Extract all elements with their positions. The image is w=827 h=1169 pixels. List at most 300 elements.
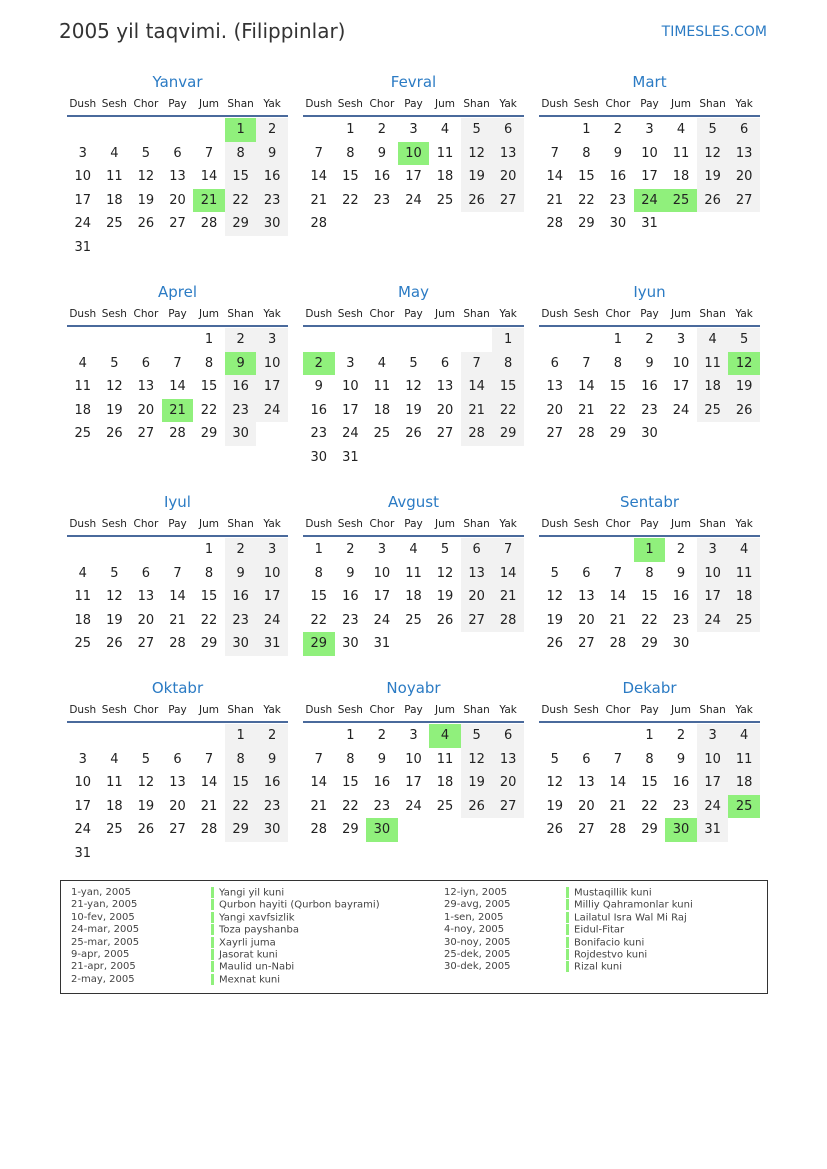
day-cell[interactable]: 4 (78, 355, 87, 371)
day-cell[interactable]: 26 (137, 216, 155, 231)
day-cell[interactable]: 11 (436, 145, 454, 161)
day-cell[interactable]: 5 (550, 565, 559, 581)
day-cell[interactable]: 30 (225, 632, 257, 656)
day-cell[interactable]: 13 (461, 562, 493, 586)
day-cell[interactable]: 9 (676, 751, 686, 767)
day-cell[interactable]: 1 (492, 328, 524, 352)
day-cell[interactable]: 17 (74, 192, 92, 208)
day-cell[interactable]: 13 (546, 379, 564, 394)
day-cell[interactable]: 20 (578, 798, 595, 814)
day-cell[interactable]: 22 (578, 192, 595, 208)
day-cell[interactable]: 16 (373, 169, 391, 184)
day-cell[interactable]: 16 (256, 771, 288, 795)
day-cell[interactable]: 15 (225, 771, 257, 795)
day-cell[interactable]: 5 (110, 355, 119, 371)
day-cell[interactable]: 1 (346, 122, 355, 137)
day-cell[interactable]: 11 (728, 562, 760, 586)
day-cell[interactable]: 23 (256, 795, 288, 819)
day-cell[interactable]: 9 (377, 145, 387, 161)
day-cell[interactable]: 18 (697, 375, 729, 399)
day-cell[interactable]: 9 (377, 751, 387, 767)
day-cell[interactable]: 7 (613, 751, 623, 767)
day-cell[interactable]: 12 (546, 775, 564, 790)
day-cell[interactable]: 8 (492, 352, 524, 376)
day-cell[interactable]: 29 (225, 818, 257, 842)
day-cell[interactable]: 7 (314, 145, 323, 161)
day-cell[interactable]: 27 (137, 426, 155, 441)
day-cell[interactable]: 4 (409, 542, 418, 557)
day-cell[interactable]: 17 (74, 798, 92, 814)
day-cell[interactable]: 17 (256, 375, 288, 399)
day-cell[interactable]: 20 (137, 612, 155, 628)
day-cell[interactable]: 2 (256, 118, 288, 142)
day-cell[interactable]: 9 (645, 355, 654, 371)
day-cell[interactable]: 12 (436, 565, 454, 581)
day-cell[interactable]: 27 (169, 216, 186, 231)
day-cell[interactable]: 10 (256, 562, 288, 586)
day-cell[interactable]: 2 (346, 542, 355, 557)
day-cell[interactable]: 19 (728, 375, 760, 399)
day-cell[interactable]: 14 (609, 589, 627, 604)
day-cell[interactable]: 12 (137, 169, 155, 184)
day-cell[interactable]: 15 (342, 169, 359, 184)
day-cell[interactable]: 6 (141, 565, 151, 581)
day-cell[interactable]: 2 (377, 728, 387, 743)
day-cell[interactable]: 23 (225, 399, 257, 423)
day-cell[interactable]: 7 (550, 145, 559, 161)
day-cell[interactable]: 28 (609, 822, 627, 837)
day-cell[interactable]: 28 (461, 422, 493, 446)
day-cell[interactable]: 25 (728, 609, 760, 633)
day-cell[interactable]: 13 (169, 775, 186, 790)
day-cell[interactable]: 23 (609, 192, 627, 208)
day-cell[interactable]: 14 (200, 775, 218, 790)
day-cell[interactable]: 16 (342, 589, 359, 604)
day-cell[interactable]: 5 (697, 118, 729, 142)
day-cell[interactable]: 8 (204, 355, 214, 371)
day-cell[interactable]: 8 (225, 142, 257, 166)
day-cell[interactable]: 13 (578, 589, 595, 604)
day-cell[interactable]: 23 (310, 426, 328, 441)
day-cell[interactable]: 27 (578, 636, 595, 651)
day-cell[interactable]: 19 (137, 798, 155, 814)
day-cell[interactable]: 9 (256, 142, 288, 166)
holiday-day-cell[interactable]: 10 (398, 142, 430, 166)
day-cell[interactable]: 11 (373, 379, 391, 394)
day-cell[interactable]: 26 (106, 426, 123, 441)
day-cell[interactable]: 16 (256, 165, 288, 189)
day-cell[interactable]: 16 (672, 775, 690, 790)
day-cell[interactable]: 11 (74, 379, 92, 394)
day-cell[interactable]: 14 (578, 379, 595, 394)
day-cell[interactable]: 8 (346, 751, 355, 767)
day-cell[interactable]: 23 (256, 189, 288, 213)
day-cell[interactable]: 5 (461, 118, 493, 142)
day-cell[interactable]: 3 (697, 538, 729, 562)
day-cell[interactable]: 27 (436, 426, 454, 441)
day-cell[interactable]: 6 (173, 751, 182, 767)
day-cell[interactable]: 9 (256, 748, 288, 772)
holiday-day-cell[interactable]: 30 (366, 818, 398, 842)
day-cell[interactable]: 18 (728, 771, 760, 795)
day-cell[interactable]: 10 (697, 562, 729, 586)
day-cell[interactable]: 12 (461, 748, 493, 772)
holiday-day-cell[interactable]: 2 (303, 352, 335, 376)
day-cell[interactable]: 4 (728, 538, 760, 562)
day-cell[interactable]: 18 (74, 402, 92, 418)
day-cell[interactable]: 20 (137, 402, 155, 418)
day-cell[interactable]: 27 (578, 822, 595, 837)
day-cell[interactable]: 17 (342, 402, 359, 418)
day-cell[interactable]: 25 (405, 612, 422, 628)
holiday-day-cell[interactable]: 1 (225, 118, 257, 142)
day-cell[interactable]: 7 (461, 352, 493, 376)
day-cell[interactable]: 7 (204, 145, 214, 161)
day-cell[interactable]: 4 (110, 751, 119, 767)
day-cell[interactable]: 1 (204, 542, 214, 557)
holiday-day-cell[interactable]: 21 (193, 189, 225, 213)
day-cell[interactable]: 4 (676, 122, 686, 137)
day-cell[interactable]: 6 (492, 724, 524, 748)
day-cell[interactable]: 18 (436, 169, 454, 184)
day-cell[interactable]: 27 (492, 795, 524, 819)
day-cell[interactable]: 2 (676, 542, 686, 557)
brand-link[interactable]: TIMESLES.COM (661, 24, 767, 40)
day-cell[interactable]: 5 (141, 751, 151, 767)
day-cell[interactable]: 19 (106, 402, 123, 418)
day-cell[interactable]: 16 (672, 589, 690, 604)
day-cell[interactable]: 18 (436, 775, 454, 790)
day-cell[interactable]: 1 (204, 332, 214, 347)
day-cell[interactable]: 3 (78, 145, 87, 161)
day-cell[interactable]: 13 (169, 169, 186, 184)
day-cell[interactable]: 15 (609, 379, 627, 394)
day-cell[interactable]: 28 (169, 636, 186, 651)
day-cell[interactable]: 11 (672, 145, 690, 161)
day-cell[interactable]: 15 (641, 775, 658, 790)
day-cell[interactable]: 7 (173, 565, 182, 581)
day-cell[interactable]: 24 (342, 426, 359, 441)
day-cell[interactable]: 3 (377, 542, 387, 557)
day-cell[interactable]: 18 (373, 402, 391, 418)
day-cell[interactable]: 8 (613, 355, 623, 371)
day-cell[interactable]: 1 (314, 542, 323, 557)
day-cell[interactable]: 15 (200, 589, 218, 604)
day-cell[interactable]: 8 (346, 145, 355, 161)
day-cell[interactable]: 23 (672, 612, 690, 628)
day-cell[interactable]: 21 (609, 798, 627, 814)
day-cell[interactable]: 15 (225, 165, 257, 189)
day-cell[interactable]: 25 (697, 399, 729, 423)
day-cell[interactable]: 21 (169, 612, 186, 628)
day-cell[interactable]: 16 (310, 402, 328, 418)
day-cell[interactable]: 19 (461, 771, 493, 795)
day-cell[interactable]: 17 (373, 589, 391, 604)
day-cell[interactable]: 13 (728, 142, 760, 166)
day-cell[interactable]: 14 (461, 375, 493, 399)
day-cell[interactable]: 30 (256, 212, 288, 236)
day-cell[interactable]: 19 (436, 589, 454, 604)
day-cell[interactable]: 20 (492, 165, 524, 189)
day-cell[interactable]: 24 (672, 402, 690, 418)
day-cell[interactable]: 25 (436, 798, 454, 814)
day-cell[interactable]: 29 (200, 636, 218, 651)
day-cell[interactable]: 21 (546, 192, 564, 208)
holiday-day-cell[interactable]: 29 (303, 632, 335, 656)
day-cell[interactable]: 20 (436, 402, 454, 418)
day-cell[interactable]: 20 (578, 612, 595, 628)
day-cell[interactable]: 6 (173, 145, 182, 161)
day-cell[interactable]: 27 (492, 189, 524, 213)
day-cell[interactable]: 5 (461, 724, 493, 748)
day-cell[interactable]: 15 (578, 169, 595, 184)
day-cell[interactable]: 24 (74, 822, 92, 837)
day-cell[interactable]: 29 (641, 636, 658, 651)
day-cell[interactable]: 18 (106, 798, 123, 814)
day-cell[interactable]: 16 (641, 379, 658, 394)
day-cell[interactable]: 24 (256, 609, 288, 633)
day-cell[interactable]: 20 (546, 402, 564, 418)
day-cell[interactable]: 3 (256, 538, 288, 562)
day-cell[interactable]: 28 (310, 216, 328, 231)
day-cell[interactable]: 25 (74, 636, 92, 651)
day-cell[interactable]: 22 (609, 402, 627, 418)
day-cell[interactable]: 3 (346, 355, 355, 371)
day-cell[interactable]: 21 (310, 798, 328, 814)
day-cell[interactable]: 23 (342, 612, 359, 628)
day-cell[interactable]: 26 (436, 612, 454, 628)
day-cell[interactable]: 27 (728, 189, 760, 213)
day-cell[interactable]: 21 (609, 612, 627, 628)
day-cell[interactable]: 18 (405, 589, 422, 604)
day-cell[interactable]: 10 (697, 748, 729, 772)
day-cell[interactable]: 29 (225, 212, 257, 236)
day-cell[interactable]: 2 (676, 728, 686, 743)
day-cell[interactable]: 14 (310, 169, 328, 184)
day-cell[interactable]: 22 (200, 402, 218, 418)
day-cell[interactable]: 11 (74, 589, 92, 604)
day-cell[interactable]: 17 (405, 775, 422, 790)
day-cell[interactable]: 22 (641, 612, 658, 628)
day-cell[interactable]: 20 (169, 798, 186, 814)
holiday-day-cell[interactable]: 12 (728, 352, 760, 376)
day-cell[interactable]: 9 (613, 145, 623, 161)
day-cell[interactable]: 3 (697, 724, 729, 748)
day-cell[interactable]: 13 (492, 748, 524, 772)
day-cell[interactable]: 28 (578, 426, 595, 441)
day-cell[interactable]: 27 (169, 822, 186, 837)
day-cell[interactable]: 2 (225, 328, 257, 352)
day-cell[interactable]: 6 (728, 118, 760, 142)
day-cell[interactable]: 3 (645, 122, 654, 137)
day-cell[interactable]: 17 (641, 169, 658, 184)
day-cell[interactable]: 26 (728, 399, 760, 423)
day-cell[interactable]: 5 (728, 328, 760, 352)
day-cell[interactable]: 13 (578, 775, 595, 790)
day-cell[interactable]: 3 (78, 751, 87, 767)
day-cell[interactable]: 4 (78, 565, 87, 581)
day-cell[interactable]: 23 (373, 192, 391, 208)
day-cell[interactable]: 27 (546, 426, 564, 441)
day-cell[interactable]: 18 (106, 192, 123, 208)
day-cell[interactable]: 24 (373, 612, 391, 628)
day-cell[interactable]: 13 (492, 142, 524, 166)
day-cell[interactable]: 13 (137, 589, 155, 604)
day-cell[interactable]: 26 (405, 426, 422, 441)
day-cell[interactable]: 24 (697, 609, 729, 633)
day-cell[interactable]: 30 (672, 636, 690, 651)
day-cell[interactable]: 22 (342, 798, 359, 814)
day-cell[interactable]: 8 (314, 565, 323, 581)
holiday-day-cell[interactable]: 21 (162, 399, 194, 423)
day-cell[interactable]: 26 (461, 795, 493, 819)
day-cell[interactable]: 31 (697, 818, 729, 842)
day-cell[interactable]: 22 (225, 795, 257, 819)
day-cell[interactable]: 8 (645, 565, 654, 581)
day-cell[interactable]: 19 (137, 192, 155, 208)
day-cell[interactable]: 27 (461, 609, 493, 633)
day-cell[interactable]: 5 (141, 145, 151, 161)
day-cell[interactable]: 16 (373, 775, 391, 790)
day-cell[interactable]: 15 (200, 379, 218, 394)
day-cell[interactable]: 29 (342, 822, 359, 837)
day-cell[interactable]: 22 (200, 612, 218, 628)
day-cell[interactable]: 14 (492, 562, 524, 586)
day-cell[interactable]: 21 (492, 585, 524, 609)
day-cell[interactable]: 10 (342, 379, 359, 394)
day-cell[interactable]: 2 (645, 332, 654, 347)
day-cell[interactable]: 7 (613, 565, 623, 581)
day-cell[interactable]: 14 (200, 169, 218, 184)
day-cell[interactable]: 17 (697, 585, 729, 609)
day-cell[interactable]: 6 (582, 751, 591, 767)
day-cell[interactable]: 14 (169, 589, 186, 604)
day-cell[interactable]: 14 (169, 379, 186, 394)
day-cell[interactable]: 18 (672, 169, 690, 184)
day-cell[interactable]: 5 (550, 751, 559, 767)
day-cell[interactable]: 26 (461, 189, 493, 213)
day-cell[interactable]: 21 (461, 399, 493, 423)
day-cell[interactable]: 9 (676, 565, 686, 581)
day-cell[interactable]: 30 (256, 818, 288, 842)
day-cell[interactable]: 12 (137, 775, 155, 790)
day-cell[interactable]: 20 (492, 771, 524, 795)
day-cell[interactable]: 22 (342, 192, 359, 208)
day-cell[interactable]: 9 (225, 562, 257, 586)
day-cell[interactable]: 15 (310, 589, 328, 604)
day-cell[interactable]: 1 (613, 332, 623, 347)
day-cell[interactable]: 21 (578, 402, 595, 418)
holiday-day-cell[interactable]: 25 (728, 795, 760, 819)
day-cell[interactable]: 8 (582, 145, 591, 161)
day-cell[interactable]: 31 (641, 216, 658, 231)
day-cell[interactable]: 17 (256, 585, 288, 609)
day-cell[interactable]: 26 (546, 636, 564, 651)
day-cell[interactable]: 22 (310, 612, 328, 628)
day-cell[interactable]: 10 (74, 169, 92, 184)
day-cell[interactable]: 19 (546, 612, 564, 628)
day-cell[interactable]: 8 (225, 748, 257, 772)
day-cell[interactable]: 7 (314, 751, 323, 767)
day-cell[interactable]: 16 (225, 585, 257, 609)
day-cell[interactable]: 30 (609, 216, 627, 231)
day-cell[interactable]: 23 (641, 402, 658, 418)
day-cell[interactable]: 19 (697, 165, 729, 189)
day-cell[interactable]: 10 (672, 355, 690, 371)
day-cell[interactable]: 3 (676, 332, 686, 347)
day-cell[interactable]: 21 (310, 192, 328, 208)
day-cell[interactable]: 20 (461, 585, 493, 609)
day-cell[interactable]: 3 (409, 728, 418, 743)
day-cell[interactable]: 31 (373, 636, 391, 651)
day-cell[interactable]: 5 (409, 355, 418, 371)
day-cell[interactable]: 16 (225, 375, 257, 399)
day-cell[interactable]: 28 (492, 609, 524, 633)
day-cell[interactable]: 6 (492, 118, 524, 142)
day-cell[interactable]: 30 (225, 422, 257, 446)
day-cell[interactable]: 12 (546, 589, 564, 604)
day-cell[interactable]: 25 (373, 426, 391, 441)
day-cell[interactable]: 31 (256, 632, 288, 656)
day-cell[interactable]: 29 (200, 426, 218, 441)
day-cell[interactable]: 30 (342, 636, 359, 651)
day-cell[interactable]: 11 (436, 751, 454, 767)
day-cell[interactable]: 26 (546, 822, 564, 837)
holiday-day-cell[interactable]: 25 (665, 189, 697, 213)
day-cell[interactable]: 2 (256, 724, 288, 748)
day-cell[interactable]: 14 (609, 775, 627, 790)
day-cell[interactable]: 19 (546, 798, 564, 814)
day-cell[interactable]: 25 (74, 426, 92, 441)
day-cell[interactable]: 11 (106, 775, 123, 790)
holiday-day-cell[interactable]: 24 (634, 189, 666, 213)
day-cell[interactable]: 12 (405, 379, 422, 394)
day-cell[interactable]: 28 (609, 636, 627, 651)
day-cell[interactable]: 13 (137, 379, 155, 394)
day-cell[interactable]: 29 (578, 216, 595, 231)
day-cell[interactable]: 15 (492, 375, 524, 399)
day-cell[interactable]: 14 (310, 775, 328, 790)
holiday-day-cell[interactable]: 9 (225, 352, 257, 376)
day-cell[interactable]: 11 (106, 169, 123, 184)
day-cell[interactable]: 12 (697, 142, 729, 166)
day-cell[interactable]: 22 (492, 399, 524, 423)
day-cell[interactable]: 28 (200, 216, 218, 231)
day-cell[interactable]: 11 (405, 565, 422, 581)
day-cell[interactable]: 31 (342, 449, 359, 465)
day-cell[interactable]: 28 (200, 822, 218, 837)
day-cell[interactable]: 9 (346, 565, 355, 581)
day-cell[interactable]: 28 (169, 426, 186, 441)
day-cell[interactable]: 31 (74, 239, 92, 255)
day-cell[interactable]: 7 (204, 751, 214, 767)
day-cell[interactable]: 16 (609, 169, 627, 184)
day-cell[interactable]: 14 (546, 169, 564, 184)
day-cell[interactable]: 12 (106, 379, 123, 394)
day-cell[interactable]: 8 (204, 565, 214, 581)
day-cell[interactable]: 23 (225, 609, 257, 633)
day-cell[interactable]: 7 (492, 538, 524, 562)
day-cell[interactable]: 1 (582, 122, 591, 137)
day-cell[interactable]: 13 (436, 379, 454, 394)
day-cell[interactable]: 12 (106, 589, 123, 604)
holiday-day-cell[interactable]: 30 (665, 818, 697, 842)
day-cell[interactable]: 10 (373, 565, 391, 581)
day-cell[interactable]: 6 (141, 355, 151, 371)
day-cell[interactable]: 19 (106, 612, 123, 628)
day-cell[interactable]: 24 (405, 798, 422, 814)
day-cell[interactable]: 5 (440, 542, 450, 557)
